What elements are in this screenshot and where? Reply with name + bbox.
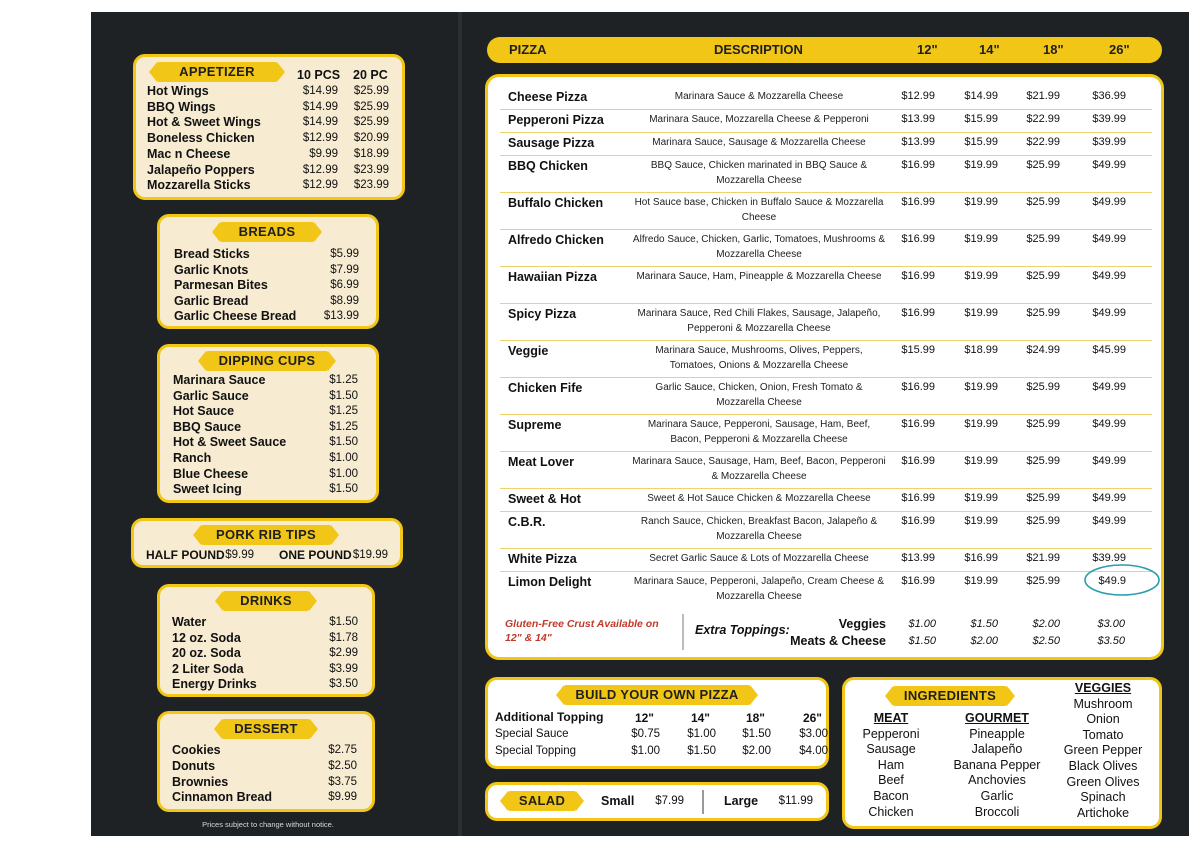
- build-row-price: $4.00: [799, 745, 828, 757]
- appetizer-item-price-10: $14.99: [302, 116, 338, 129]
- drinks-item-price: $3.50: [329, 678, 358, 691]
- breads-item-name: Parmesan Bites: [174, 278, 268, 292]
- dipping-item-name: Garlic Sauce: [173, 388, 249, 403]
- appetizer-col1: 10 PCS: [297, 68, 341, 82]
- pizza-description: Marinara Sauce, Sausage & Mozzarella Cheese: [652, 137, 866, 148]
- gourmet-ingredient: Jalapeño: [971, 742, 1023, 757]
- pizza-name: Alfredo Chicken: [508, 233, 604, 247]
- pizza-name: Sweet & Hot: [508, 492, 581, 506]
- pizza-price-14: $19.99: [964, 515, 998, 527]
- pizza-row: [500, 571, 1152, 608]
- appetizer-title: APPETIZER: [157, 62, 277, 82]
- veggie-ingredient: Artichoke: [1076, 805, 1130, 820]
- dipping-item-name: Blue Cheese: [173, 466, 249, 481]
- note-divider: [682, 614, 684, 650]
- breads-item-name: Garlic Bread: [174, 293, 249, 308]
- pizza-price-12: $13.99: [901, 136, 935, 148]
- dipping-item-price: $1.00: [329, 467, 358, 480]
- dipping-item-price: $1.00: [329, 452, 358, 464]
- pizza-row: [500, 109, 1152, 133]
- pizza-price-18: $25.99: [1026, 270, 1060, 282]
- pork-title: PORK RIB TIPS: [201, 525, 331, 545]
- pizza-description: Alfredo Sauce, Chicken, Garlic, Tomatoes, Mushrooms & Mozzarella Cheese: [632, 234, 886, 260]
- gourmet-ingredient: Garlic: [980, 788, 1014, 803]
- dessert-item-name: Donuts: [172, 758, 216, 773]
- pizza-price-12: $13.99: [901, 552, 935, 564]
- pizza-price-26: $49.99: [1092, 159, 1126, 171]
- dessert-item-name: Cookies: [172, 743, 221, 757]
- pizza-row: [500, 266, 1152, 304]
- dipping-item-name: Marinara Sauce: [173, 373, 266, 387]
- pizza-name: C.B.R.: [508, 515, 546, 529]
- pizza-name: Sausage Pizza: [508, 136, 595, 150]
- veggie-items: [1055, 697, 1151, 822]
- drinks-item-name: 12 oz. Soda: [172, 630, 241, 645]
- veggie-ingredient: Green Pepper: [1063, 743, 1143, 758]
- meat-ingredient: Bacon: [873, 788, 909, 803]
- pizza-price-26: $49.99: [1092, 492, 1126, 504]
- pizza-header-18: 18": [1043, 42, 1064, 57]
- gourmet-items: [945, 727, 1049, 821]
- dessert-item-price: $2.50: [328, 759, 357, 772]
- appetizer-item-price-20: $25.99: [353, 85, 389, 97]
- pizza-price-12: $16.99: [901, 233, 935, 245]
- fold-line: [458, 12, 462, 836]
- extra-toppings-label: Extra Toppings:: [695, 623, 790, 637]
- veggie-ingredient: Black Olives: [1068, 758, 1138, 773]
- appetizer-item-price-20: $25.99: [353, 116, 389, 129]
- pizza-description: Marinara Sauce, Ham, Pineapple & Mozzarella Cheese: [636, 271, 882, 282]
- appetizer-item-price-20: $18.99: [353, 147, 389, 160]
- pizza-header-bar: [487, 37, 1162, 63]
- meat-ingredient: Beef: [878, 773, 904, 788]
- breads-item-price: $6.99: [330, 279, 359, 291]
- appetizer-item-price-10: $12.99: [302, 132, 338, 145]
- pork-one-price: $19.99: [352, 549, 388, 561]
- pizza-row: [500, 451, 1152, 489]
- pizza-description: Sweet & Hot Sauce Chicken & Mozzarella Cheese: [647, 493, 871, 504]
- pizza-price-26: $39.99: [1092, 552, 1126, 564]
- meat-ingredient: Chicken: [868, 804, 914, 819]
- pizza-price-26: $49.99: [1092, 381, 1126, 393]
- salad-title: SALAD: [508, 791, 576, 811]
- meat-column: [852, 711, 930, 820]
- gourmet-ingredient: Anchovies: [968, 773, 1026, 788]
- pizza-description: Marinara Sauce, Mushrooms, Olives, Peppers, Tomatoes, Onions & Mozzarella Cheese: [655, 345, 863, 371]
- dipping-item-name: Hot & Sweet Sauce: [173, 435, 287, 450]
- pizza-price-26: $49.9: [1098, 575, 1126, 587]
- pizza-price-14: $16.99: [964, 552, 998, 564]
- pizza-price-18: $25.99: [1026, 575, 1060, 587]
- pizza-price-26: $36.99: [1092, 90, 1126, 102]
- pizza-price-14: $18.99: [964, 344, 998, 356]
- breads-item-name: Bread Sticks: [174, 247, 250, 261]
- pizza-name: Hawaiian Pizza: [508, 270, 597, 284]
- pizza-price-18: $25.99: [1026, 196, 1060, 208]
- pork-half-price: $9.99: [225, 549, 254, 561]
- drinks-item-name: 20 oz. Soda: [172, 646, 241, 661]
- pizza-price-12: $16.99: [901, 307, 935, 319]
- veggies-topping-price: $1.50: [970, 618, 998, 630]
- gourmet-ingredient: Pineapple: [969, 726, 1025, 741]
- pizza-price-12: $16.99: [901, 418, 935, 430]
- footnote: Prices subject to change without notice.: [202, 820, 334, 829]
- pizza-row: [500, 155, 1152, 193]
- build-row-price: $1.50: [687, 745, 716, 757]
- price-circle-annotation: [1082, 562, 1164, 598]
- pizza-description: Hot Sauce base, Chicken in Buffalo Sauce & Mozzarella Cheese: [634, 197, 884, 223]
- build-row-price: $1.00: [631, 745, 660, 757]
- breads-item-price: $7.99: [330, 263, 359, 276]
- pizza-row: [500, 414, 1152, 452]
- appetizer-item-price-10: $12.99: [302, 179, 338, 192]
- dessert-item-price: $9.99: [328, 791, 357, 804]
- pizza-price-18: $25.99: [1026, 492, 1060, 504]
- pizza-price-18: $24.99: [1026, 344, 1060, 356]
- pizza-row: [500, 192, 1152, 230]
- pizza-price-14: $15.99: [964, 136, 998, 148]
- meat-ingredient: Sausage: [866, 742, 916, 757]
- salad-small-label: Small: [601, 794, 635, 808]
- pizza-row: [500, 303, 1152, 341]
- appetizer-item-name: Mozzarella Sticks: [147, 178, 251, 193]
- pizza-price-18: $21.99: [1026, 90, 1060, 102]
- pizza-price-12: $16.99: [901, 575, 935, 587]
- dipping-item-price: $1.25: [329, 420, 358, 433]
- dipping-item-name: BBQ Sauce: [173, 419, 242, 434]
- meats-topping-price: $2.50: [1032, 635, 1060, 647]
- pizza-row: [500, 511, 1152, 549]
- appetizer-item-price-10: $14.99: [302, 100, 338, 113]
- pizza-description: Marinara Sauce & Mozzarella Cheese: [674, 91, 844, 102]
- pizza-description: Marinara Sauce, Pepperoni, Sausage, Ham, Beef, Bacon, Pepperoni & Mozzarella Cheese: [647, 419, 871, 445]
- pizza-price-14: $19.99: [964, 270, 998, 282]
- dipping-item-price: $1.50: [329, 389, 358, 402]
- pizza-header-14: 14": [979, 42, 1000, 57]
- veggie-ingredient: Mushroom: [1073, 696, 1133, 711]
- pizza-row: [500, 86, 1152, 110]
- drinks-item-price: $1.50: [329, 616, 358, 628]
- dipping-title: DIPPING CUPS: [206, 351, 328, 371]
- meat-ingredient: Ham: [877, 757, 905, 772]
- pizza-description: Marinara Sauce, Mozzarella Cheese & Pepperoni: [649, 114, 869, 125]
- pizza-description: Secret Garlic Sauce & Lots of Mozzarella Cheese: [649, 553, 869, 564]
- build-row-price: $1.50: [742, 728, 771, 740]
- veggies-column: [1055, 681, 1151, 821]
- pizza-name: Buffalo Chicken: [508, 196, 604, 210]
- pizza-row: [500, 132, 1152, 156]
- appetizer-item-price-20: $20.99: [353, 132, 389, 145]
- pizza-description: Marinara Sauce, Red Chili Flakes, Sausage, Jalapeño, Pepperoni & Mozzarella Cheese: [637, 308, 881, 334]
- veggie-ingredient: Onion: [1086, 712, 1120, 727]
- gourmet-ingredient: Broccoli: [974, 804, 1020, 819]
- pizza-price-26: $49.99: [1092, 307, 1126, 319]
- appetizer-item-name: Hot Wings: [147, 84, 209, 98]
- appetizer-item-price-20: $23.99: [353, 163, 389, 176]
- drinks-item-price: $3.99: [329, 662, 358, 675]
- pizza-price-12: $16.99: [901, 492, 935, 504]
- pizza-row: [500, 548, 1152, 572]
- build-row-price: $1.00: [687, 728, 716, 740]
- pizza-row: [500, 488, 1152, 512]
- pizza-row: [500, 229, 1152, 267]
- pizza-description: BBQ Sauce, Chicken marinated in BBQ Sauce & Mozzarella Cheese: [650, 160, 868, 186]
- build-row-price: $0.75: [631, 728, 660, 740]
- breads-item-name: Garlic Knots: [174, 262, 249, 277]
- meats-topping-price: $2.00: [970, 635, 998, 647]
- pizza-price-12: $16.99: [901, 381, 935, 393]
- veggies-topping-price: $3.00: [1097, 618, 1125, 630]
- veggies-heading: VEGGIES: [1074, 681, 1132, 695]
- pizza-price-14: $19.99: [964, 575, 998, 587]
- salad-small-price: $7.99: [655, 795, 684, 807]
- gourmet-column: [945, 711, 1049, 820]
- pizza-row: [500, 377, 1152, 415]
- pizza-name: Limon Delight: [508, 575, 592, 589]
- pizza-price-14: $19.99: [964, 196, 998, 208]
- pork-one-label: ONE POUND: [279, 548, 352, 562]
- drinks-title: DRINKS: [223, 591, 309, 611]
- pizza-price-18: $21.99: [1026, 552, 1060, 564]
- appetizer-item-price-20: $25.99: [353, 100, 389, 113]
- dipping-item-name: Sweet Icing: [173, 482, 242, 497]
- appetizer-item-price-10: $9.99: [309, 147, 338, 160]
- pizza-price-18: $22.99: [1026, 136, 1060, 148]
- pizza-description: Ranch Sauce, Chicken, Breakfast Bacon, Jalapeño & Mozzarella Cheese: [640, 516, 878, 542]
- pizza-description: Garlic Sauce, Chicken, Onion, Fresh Tomato & Mozzarella Cheese: [655, 382, 863, 408]
- pizza-price-18: $25.99: [1026, 159, 1060, 171]
- pizza-name: Supreme: [508, 418, 562, 432]
- gourmet-ingredient: Banana Pepper: [953, 757, 1041, 772]
- appetizer-item-name: Boneless Chicken: [147, 131, 255, 146]
- pizza-header-desc: DESCRIPTION: [714, 42, 803, 57]
- ingredients-title: INGREDIENTS: [893, 686, 1007, 706]
- build-size-header: 14": [690, 711, 710, 725]
- pizza-name: Meat Lover: [508, 455, 574, 469]
- pizza-price-18: $22.99: [1026, 113, 1060, 125]
- pizza-price-14: $19.99: [964, 307, 998, 319]
- pizza-price-18: $25.99: [1026, 233, 1060, 245]
- pizza-price-26: $49.99: [1092, 196, 1126, 208]
- dessert-item-price: $2.75: [328, 744, 357, 756]
- pizza-price-26: $49.99: [1092, 418, 1126, 430]
- meats-topping-price: $3.50: [1097, 635, 1125, 647]
- meats-topping-price: $1.50: [908, 635, 936, 647]
- pizza-price-14: $19.99: [964, 233, 998, 245]
- build-row-price: $3.00: [799, 728, 828, 740]
- build-size-header: 26": [802, 711, 822, 725]
- meat-items: [852, 727, 930, 821]
- appetizer-item-name: Jalapeño Poppers: [147, 162, 255, 177]
- pizza-header-name: PIZZA: [509, 42, 547, 57]
- pizza-price-14: $19.99: [964, 381, 998, 393]
- pizza-description: Marinara Sauce, Pepperoni, Jalapeño, Cream Cheese & Mozzarella Cheese: [633, 576, 885, 602]
- meat-ingredient: Pepperoni: [862, 726, 920, 741]
- dipping-item-price: $1.25: [329, 374, 358, 386]
- pizza-price-18: $25.99: [1026, 515, 1060, 527]
- dipping-item-price: $1.25: [329, 405, 358, 418]
- pizza-row: [500, 340, 1152, 378]
- appetizer-item-price-10: $12.99: [302, 163, 338, 176]
- pizza-price-12: $16.99: [901, 515, 935, 527]
- veggies-topping-label: Veggies: [838, 617, 886, 631]
- appetizer-item-name: Hot & Sweet Wings: [147, 115, 261, 130]
- gourmet-heading: GOURMET: [965, 711, 1029, 725]
- veggie-ingredient: Spinach: [1080, 790, 1126, 805]
- dipping-item-price: $1.50: [329, 436, 358, 449]
- dipping-item-price: $1.50: [329, 483, 358, 496]
- dipping-item-name: Hot Sauce: [173, 404, 235, 419]
- pizza-price-12: $16.99: [901, 159, 935, 171]
- breads-item-name: Garlic Cheese Bread: [174, 309, 297, 323]
- pizza-price-18: $25.99: [1026, 455, 1060, 467]
- gluten-free-note: Gluten-Free Crust Available on 12" & 14": [505, 618, 659, 644]
- pizza-price-12: $16.99: [901, 455, 935, 467]
- appetizer-item-name: BBQ Wings: [147, 99, 216, 114]
- pizza-price-26: $45.99: [1092, 344, 1126, 356]
- dipping-item-name: Ranch: [173, 451, 212, 465]
- pizza-price-12: $15.99: [901, 344, 935, 356]
- drinks-item-price: $2.99: [329, 647, 358, 660]
- pizza-price-14: $14.99: [964, 90, 998, 102]
- veggies-topping-price: $2.00: [1032, 618, 1060, 630]
- dessert-item-name: Cinnamon Bread: [172, 790, 273, 805]
- pizza-name: Chicken Fife: [508, 381, 583, 395]
- salad-large-label: Large: [724, 794, 759, 808]
- build-size-header: 18": [745, 711, 765, 725]
- pizza-header-26: 26": [1109, 42, 1130, 57]
- pizza-price-12: $12.99: [901, 90, 935, 102]
- appetizer-col2: 20 PC: [353, 68, 388, 82]
- pizza-price-14: $19.99: [964, 492, 998, 504]
- dessert-item-price: $3.75: [328, 775, 357, 788]
- pork-half-label: HALF POUND: [146, 548, 225, 562]
- pizza-price-12: $16.99: [901, 270, 935, 282]
- drinks-item-name: Energy Drinks: [172, 677, 257, 692]
- pizza-price-26: $49.99: [1092, 515, 1126, 527]
- pizza-header-12: 12": [917, 42, 938, 57]
- pizza-name: BBQ Chicken: [508, 159, 588, 173]
- breads-item-price: $13.99: [323, 310, 359, 322]
- pizza-name: White Pizza: [508, 552, 577, 566]
- pizza-name: Cheese Pizza: [508, 90, 588, 104]
- drinks-item-name: 2 Liter Soda: [172, 661, 244, 676]
- pizza-description: Marinara Sauce, Sausage, Ham, Beef, Bacon, Pepperoni & Mozzarella Cheese: [632, 456, 886, 482]
- salad-divider: [702, 790, 704, 814]
- pizza-price-14: $19.99: [964, 159, 998, 171]
- build-row-name: Special Topping: [495, 745, 576, 757]
- pizza-price-26: $49.99: [1092, 233, 1126, 245]
- build-size-header: 12": [634, 711, 654, 725]
- pizza-name: Spicy Pizza: [508, 307, 577, 321]
- appetizer-item-price-10: $14.99: [302, 85, 338, 97]
- build-title: BUILD YOUR OWN PIZZA: [564, 685, 750, 705]
- build-row-price: $2.00: [742, 745, 771, 757]
- pizza-price-18: $25.99: [1026, 418, 1060, 430]
- pizza-price-14: $19.99: [964, 455, 998, 467]
- dessert-title: DESSERT: [222, 719, 310, 739]
- appetizer-item-name: Mac n Cheese: [147, 146, 231, 161]
- pizza-price-12: $13.99: [901, 113, 935, 125]
- pizza-price-26: $39.99: [1092, 136, 1126, 148]
- pizza-price-14: $19.99: [964, 418, 998, 430]
- veggie-ingredient: Tomato: [1082, 727, 1124, 742]
- build-row-name: Special Sauce: [495, 728, 569, 740]
- veggies-topping-price: $1.00: [908, 618, 936, 630]
- pizza-price-12: $16.99: [901, 196, 935, 208]
- build-header: Additional Topping: [495, 710, 604, 724]
- pizza-price-26: $49.99: [1092, 270, 1126, 282]
- appetizer-item-price-20: $23.99: [353, 179, 389, 192]
- veggie-ingredient: Green Olives: [1066, 774, 1140, 789]
- pizza-price-14: $15.99: [964, 113, 998, 125]
- pizza-name: Veggie: [508, 344, 549, 358]
- drinks-item-price: $1.78: [329, 631, 358, 644]
- pizza-name: Pepperoni Pizza: [508, 113, 604, 127]
- meats-topping-label: Meats & Cheese: [790, 634, 886, 648]
- pizza-price-18: $25.99: [1026, 381, 1060, 393]
- pizza-price-18: $25.99: [1026, 307, 1060, 319]
- breads-item-price: $8.99: [330, 294, 359, 307]
- pizza-price-26: $39.99: [1092, 113, 1126, 125]
- salad-large-price: $11.99: [778, 795, 813, 807]
- breads-item-price: $5.99: [330, 248, 359, 260]
- dessert-item-name: Brownies: [172, 774, 229, 789]
- breads-title: BREADS: [220, 222, 314, 242]
- meat-heading: MEAT: [873, 711, 909, 725]
- drinks-item-name: Water: [172, 615, 207, 629]
- pizza-price-26: $49.99: [1092, 455, 1126, 467]
